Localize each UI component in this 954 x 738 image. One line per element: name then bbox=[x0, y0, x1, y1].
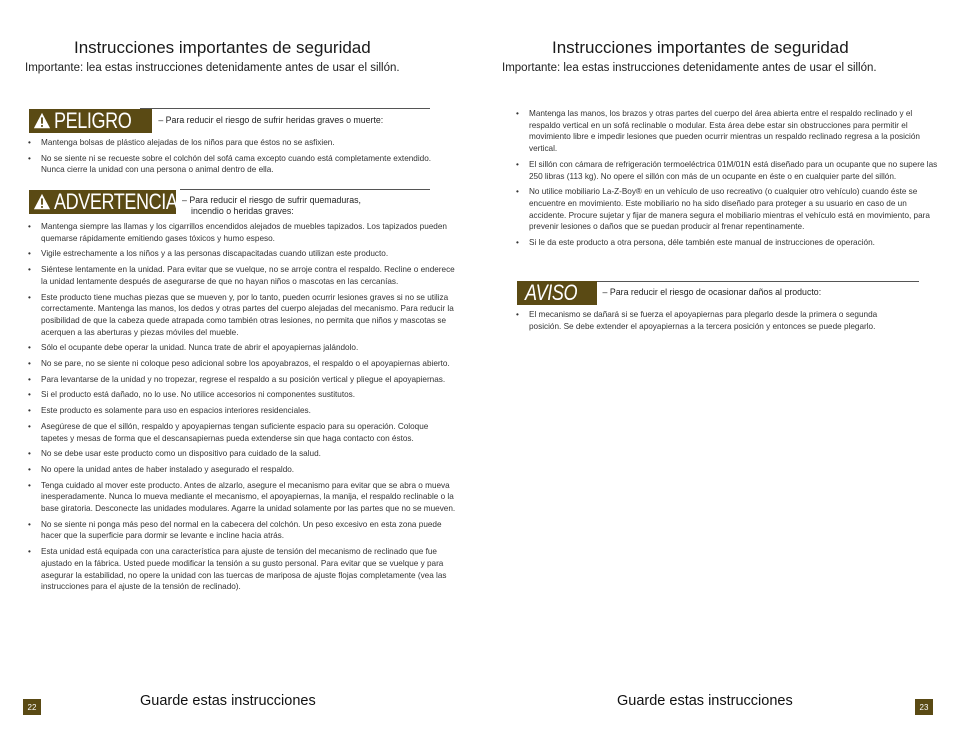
list-item: • Mantenga las manos, los brazos y otras partes del cuerpo del área abierta entre el respaldo reclinado y el respaldo vertical en un sofá reclinable o modular. Esta área debe estar sin obstrucciones para permitir el movimiento libre e impedir lesiones que pueden ocurrir mientras un respaldo reclinado regresa a la posición vertical. bbox=[513, 108, 943, 155]
list-item: • Mantenga siempre las llamas y los cigarrillos encendidos alejados de muebles tapizados. Los tapizados pueden quemarse rápidamente emitiendo gases tóxicos y humo espeso. bbox=[25, 221, 457, 244]
page-footer: Guarde estas instrucciones bbox=[140, 693, 316, 709]
list-item: • No se siente ni ponga más peso del normal en la cabecera del colchón. Un peso excesivo en esta zona puede hacer que la superficie para dormir se levante e incline hacia atrás. bbox=[25, 519, 457, 542]
page-number: 22 bbox=[23, 699, 41, 715]
list-item: • Mantenga bolsas de plástico alejadas de los niños para que éstos no se asfixien. bbox=[25, 137, 455, 149]
list-item: • No se pare, no se siente ni coloque peso adicional sobre los apoyabrazos, el respaldo o el apoyapiernas abierto. bbox=[25, 358, 457, 370]
peligro-banner bbox=[29, 109, 383, 133]
aviso-badge bbox=[517, 281, 597, 305]
peligro-rule bbox=[140, 108, 430, 109]
list-item: • Para levantarse de la unidad y no tropezar, regrese el respaldo a su posición vertical y pliegue el apoyapiernas. bbox=[25, 374, 457, 386]
list-item: • Vigile estrechamente a los niños y a las personas discapacitadas cuando utilizan este producto. bbox=[25, 248, 457, 260]
list-item: • Esta unidad está equipada con una característica para ajuste de tensión del mecanismo de reclinado que fue ajustado en la fábrica. Usted puede modificar la tensión a su gusto personal. Para evitar que se vuelque y para asegurar la estabilidad, no opere la unidad con las tuercas de mariposa de ajuste flojas completamente (vea las instrucciones para el ajuste de la tensión de reclinado). bbox=[25, 546, 457, 593]
list-item: • Asegúrese de que el sillón, respaldo y apoyapiernas tengan suficiente espacio para su operación. Coloque tapetes y mesas de forma que el descansapiernas pueda extenderse sin que haga contacto con éstos. bbox=[25, 421, 457, 444]
warning-triangle-icon bbox=[33, 193, 51, 211]
aviso-banner bbox=[517, 281, 821, 305]
advertencia-badge bbox=[29, 190, 176, 214]
right-page bbox=[477, 0, 954, 738]
advertencia-list bbox=[25, 221, 457, 597]
aviso-rule bbox=[597, 281, 919, 282]
aviso-list bbox=[513, 309, 893, 336]
list-item: • Si le da este producto a otra persona, déle también este manual de instrucciones de operación. bbox=[513, 237, 943, 249]
list-item: • No opere la unidad antes de haber instalado y asegurado el respaldo. bbox=[25, 464, 457, 476]
list-item: • El mecanismo se dañará si se fuerza el apoyapiernas para plegarlo desde la primera o segunda posición. Se debe extender el apoyapiernas a la tercera posición y entonces se puede plegarlo. bbox=[513, 309, 893, 332]
advertencia-text-2: incendio o heridas graves: bbox=[191, 206, 294, 216]
advertencia-rule bbox=[180, 189, 430, 190]
page-number: 23 bbox=[915, 699, 933, 715]
peligro-label: PELIGRO bbox=[54, 108, 132, 133]
list-item: • No se debe usar este producto como un dispositivo para cuidado de la salud. bbox=[25, 448, 457, 460]
list-item: • El sillón con cámara de refrigeración termoeléctrica 01M/01N está diseñado para un ocupante que no supere las 250 libras (113 kg). No opere el sillón con más de un ocupante en éste o en cualquier parte del sillón. bbox=[513, 159, 943, 182]
page-footer: Guarde estas instrucciones bbox=[617, 693, 793, 709]
right-list bbox=[513, 108, 943, 253]
list-item: • Si el producto está dañado, no lo use. No utilice accesorios ni componentes sustitutos. bbox=[25, 389, 457, 401]
warning-triangle-icon bbox=[33, 112, 51, 130]
list-item: • No utilice mobiliario La-Z-Boy® en un vehículo de uso recreativo (o cualquier otro vehículo) cuando éste se encuentre en movimiento. Este mobiliario no ha sido diseñado para proteger a su usuario en caso de un accidente. Procure sujetar y fijar de manera segura el mobiliario mientras el vehículo está en movimiento, para prevenir lesiones o daños que se puedan producir al frenar repentinamente. bbox=[513, 186, 943, 233]
list-item: • No se siente ni se recueste sobre el colchón del sofá cama excepto cuando está completamente extendido. Nunca cierre la unidad con una persona o animal dentro de ella. bbox=[25, 153, 455, 176]
aviso-text: – Para reducir el riesgo de ocasionar daños al producto: bbox=[602, 287, 822, 297]
list-item: • Siéntese lentamente en la unidad. Para evitar que se vuelque, no se arroje contra el respaldo. Recline o enderece la unidad lentamente después de asegurarse de que no hayan niños o mascotas en las cercanías. bbox=[25, 264, 457, 287]
page-subtitle: Importante: lea estas instrucciones detenidamente antes de usar el sillón. bbox=[25, 62, 400, 74]
list-item: • Este producto es solamente para uso en espacios interiores residenciales. bbox=[25, 405, 457, 417]
advertencia-label: ADVERTENCIA bbox=[54, 189, 178, 214]
list-item: • Sólo el ocupante debe operar la unidad. Nunca trate de abrir el apoyapiernas jalándolo. bbox=[25, 342, 457, 354]
page-subtitle: Importante: lea estas instrucciones detenidamente antes de usar el sillón. bbox=[502, 62, 877, 74]
page-title: Instrucciones importantes de seguridad bbox=[552, 38, 849, 57]
list-item: • Este producto tiene muchas piezas que se mueven y, por lo tanto, pueden ocurrir lesiones graves si no se utiliza correctamente. Mantenga las manos, los dedos y otras partes del cuerpo alejadas del mecanismo. Para reducir la posibilidad de que la cabeza quede atrapada como también otras lesiones, no permita que niños y mascotas se acerquen a las aberturas y piezas móviles del mueble. bbox=[25, 292, 457, 339]
peligro-list bbox=[25, 137, 455, 180]
peligro-text: – Para reducir el riesgo de sufrir heridas graves o muerte: bbox=[158, 115, 384, 125]
list-item: • Tenga cuidado al mover este producto. Antes de alzarlo, asegure el mecanismo para evitar que se abra o mueva inesperadamente. Nunca lo mueva mediante el mecanismo, el apoyapiernas, la manija, el respaldo reclinable o la base giratoria. Desconecte las unidades modulares. Agarre la unidad solamente por las partes que no se mueven. bbox=[25, 480, 457, 515]
advertencia-text-1: – Para reducir el riesgo de sufrir quemaduras, bbox=[182, 195, 361, 205]
aviso-label: AVISO bbox=[525, 280, 578, 305]
peligro-badge bbox=[29, 109, 152, 133]
advertencia-banner bbox=[29, 190, 361, 217]
page-title: Instrucciones importantes de seguridad bbox=[74, 38, 371, 57]
